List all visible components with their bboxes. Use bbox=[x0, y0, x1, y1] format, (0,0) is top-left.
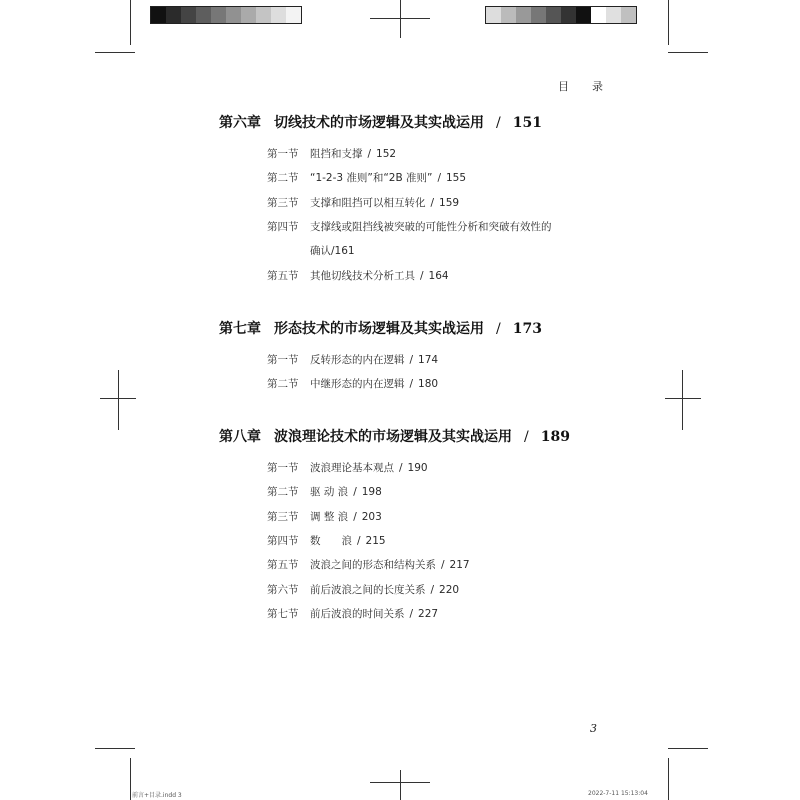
section-page: 190 bbox=[407, 462, 428, 474]
separator: / bbox=[409, 607, 414, 620]
section-number: 第四节 bbox=[267, 220, 299, 233]
section-entry bbox=[267, 352, 438, 367]
section-page: 220 bbox=[439, 583, 460, 596]
crop-mark-top-v bbox=[400, 0, 401, 38]
section-page: 155 bbox=[445, 172, 467, 185]
section-title: 阻挡和支撑 bbox=[310, 148, 363, 160]
section-number: 第二节 bbox=[267, 378, 299, 391]
color-swatch bbox=[531, 7, 546, 23]
section-title: 波浪之间的形态和结构关系 bbox=[310, 559, 436, 572]
chapter-number: 第七章 bbox=[219, 321, 261, 337]
separator: / bbox=[420, 269, 424, 282]
color-swatch bbox=[621, 7, 636, 23]
section-number: 第七节 bbox=[267, 607, 299, 620]
section-page: 180 bbox=[418, 378, 439, 391]
section-page: 198 bbox=[361, 486, 382, 499]
crop-mark-top-h bbox=[370, 18, 430, 19]
crop-mark-bottom-v bbox=[400, 770, 401, 800]
separator: / bbox=[430, 583, 435, 596]
chapter-page: 151 bbox=[512, 115, 542, 131]
section-number: 第五节 bbox=[267, 559, 299, 572]
section-title: 数 浪 bbox=[310, 534, 352, 547]
section-number: 第五节 bbox=[267, 269, 299, 282]
chapter-title: 波浪理论技术的市场逻辑及其实战运用 bbox=[274, 429, 512, 445]
section-title: 支撑和阻挡可以相互转化 bbox=[310, 196, 426, 209]
trim-mark-tr-v bbox=[668, 0, 669, 45]
section-entry bbox=[267, 533, 386, 548]
running-header: 目 录 bbox=[558, 80, 609, 93]
footer-timestamp: 2022-7-11 15:13:04 bbox=[588, 790, 648, 797]
color-swatch bbox=[546, 7, 561, 23]
color-swatch bbox=[241, 7, 256, 23]
footer-file-name: 前言+目录.indd 3 bbox=[132, 792, 182, 799]
section-page: 164 bbox=[428, 269, 449, 282]
color-swatch bbox=[561, 7, 576, 23]
section-title: 其他切线技术分析工具 bbox=[310, 269, 415, 282]
section-entry bbox=[267, 195, 459, 210]
section-number: 第六节 bbox=[267, 583, 299, 596]
chapter-heading bbox=[219, 318, 542, 338]
section-number: 第三节 bbox=[267, 196, 299, 209]
color-swatch bbox=[196, 7, 211, 23]
section-entry bbox=[267, 557, 470, 572]
color-swatch bbox=[166, 7, 181, 23]
chapter-title: 切线技术的市场逻辑及其实战运用 bbox=[274, 115, 484, 131]
separator: / bbox=[409, 354, 414, 366]
separator: / bbox=[430, 196, 435, 209]
page-number: 3 bbox=[590, 722, 597, 735]
section-entry bbox=[267, 376, 438, 391]
trim-mark-tl-h bbox=[95, 52, 135, 53]
separator: / bbox=[367, 148, 372, 160]
color-swatch bbox=[516, 7, 531, 23]
crop-mark-right-h bbox=[665, 398, 701, 399]
color-registration-bar-right bbox=[485, 6, 637, 24]
section-title: 调 整 浪 bbox=[310, 510, 349, 523]
color-swatch bbox=[286, 7, 301, 23]
color-swatch bbox=[256, 7, 271, 23]
trim-mark-br-h bbox=[668, 748, 708, 749]
separator: / bbox=[357, 534, 361, 547]
chapter-page: 173 bbox=[512, 321, 542, 337]
trim-mark-bl-h bbox=[95, 748, 135, 749]
section-page: 203 bbox=[361, 510, 382, 523]
section-title: 前后波浪的时间关系 bbox=[310, 607, 405, 620]
chapter-number: 第六章 bbox=[219, 115, 261, 131]
separator: / bbox=[353, 486, 357, 499]
separator: / bbox=[524, 429, 529, 445]
chapter-number: 第八章 bbox=[219, 429, 261, 445]
section-title-continuation: 确认 bbox=[310, 245, 331, 258]
trim-mark-br-v bbox=[668, 758, 669, 800]
section-title: 前后波浪之间的长度关系 bbox=[310, 583, 426, 596]
section-title: 中继形态的内在逻辑 bbox=[310, 378, 405, 391]
color-swatch bbox=[606, 7, 621, 23]
section-page: 217 bbox=[449, 559, 470, 572]
chapter-page: 189 bbox=[540, 429, 570, 445]
section-entry-continuation bbox=[310, 243, 355, 258]
section-title: 波浪理论基本观点 bbox=[310, 462, 394, 474]
chapter-heading bbox=[219, 426, 570, 446]
color-swatch bbox=[211, 7, 226, 23]
section-number: 第一节 bbox=[267, 148, 299, 160]
section-entry bbox=[267, 582, 459, 597]
color-swatch bbox=[226, 7, 241, 23]
color-swatch bbox=[151, 7, 166, 23]
color-swatch bbox=[271, 7, 286, 23]
color-swatch bbox=[591, 7, 606, 23]
section-entry bbox=[267, 606, 438, 621]
section-number: 第二节 bbox=[267, 172, 299, 185]
color-registration-bar-left bbox=[150, 6, 302, 24]
crop-mark-left-h bbox=[100, 398, 136, 399]
section-title: 反转形态的内在逻辑 bbox=[310, 354, 405, 366]
crop-mark-bottom-h bbox=[370, 782, 430, 783]
section-title: 驱 动 浪 bbox=[310, 486, 349, 499]
section-number: 第三节 bbox=[267, 510, 299, 523]
section-entry bbox=[267, 509, 382, 524]
color-swatch bbox=[501, 7, 516, 23]
separator: / bbox=[496, 321, 501, 337]
section-page: 174 bbox=[418, 354, 439, 366]
crop-mark-right-v bbox=[682, 370, 683, 430]
section-number: 第二节 bbox=[267, 486, 299, 499]
separator: / bbox=[496, 115, 501, 131]
separator: / bbox=[441, 559, 445, 572]
section-page: 215 bbox=[365, 534, 386, 547]
color-swatch bbox=[486, 7, 501, 23]
section-number: 第一节 bbox=[267, 462, 299, 474]
section-entry bbox=[267, 146, 396, 161]
crop-mark-left-v bbox=[118, 370, 119, 430]
separator: / bbox=[331, 245, 335, 258]
section-entry bbox=[267, 219, 552, 234]
section-title: “1-2-3 准则”和“2B 准则” bbox=[310, 172, 433, 185]
color-swatch bbox=[181, 7, 196, 23]
color-swatch bbox=[576, 7, 591, 23]
section-entry bbox=[267, 170, 466, 185]
separator: / bbox=[399, 462, 403, 474]
trim-mark-tl-v bbox=[130, 0, 131, 45]
section-entry bbox=[267, 460, 428, 475]
section-entry bbox=[267, 484, 382, 499]
chapter-heading bbox=[219, 112, 542, 132]
chapter-title: 形态技术的市场逻辑及其实战运用 bbox=[274, 321, 484, 337]
section-number: 第一节 bbox=[267, 354, 299, 366]
section-page: 159 bbox=[439, 196, 460, 209]
section-page: 227 bbox=[418, 607, 439, 620]
section-page: 161 bbox=[334, 245, 355, 258]
section-entry bbox=[267, 268, 449, 283]
separator: / bbox=[409, 378, 414, 391]
separator: / bbox=[353, 510, 357, 523]
section-page: 152 bbox=[376, 148, 397, 160]
trim-mark-bl-v bbox=[130, 758, 131, 800]
section-title: 支撑线或阻挡线被突破的可能性分析和突破有效性的 bbox=[310, 220, 552, 233]
separator: / bbox=[437, 172, 441, 185]
section-number: 第四节 bbox=[267, 534, 299, 547]
trim-mark-tr-h bbox=[668, 52, 708, 53]
